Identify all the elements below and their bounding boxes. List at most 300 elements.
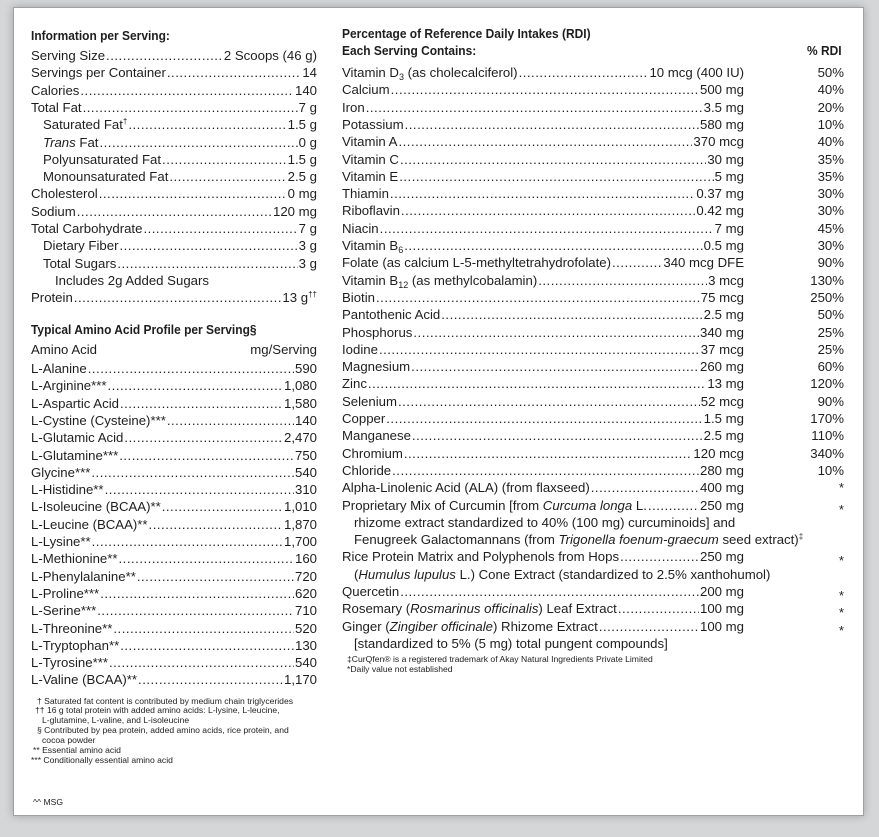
- rdi-heading: Percentage of Reference Daily Intakes (RDI): [342, 26, 591, 41]
- leader-dots: [376, 289, 700, 306]
- left-footnote: †† 16 g total protein with added amino acids: L-lysine, L-leucine,: [35, 705, 280, 715]
- rdi-row: [342, 341, 744, 358]
- rdi-row: [342, 151, 744, 168]
- serving-name: Calories: [31, 82, 80, 98]
- serving-row: [43, 255, 317, 272]
- leader-dots: [519, 64, 649, 81]
- serving-value: 140: [294, 82, 317, 98]
- serving-row: [31, 220, 317, 237]
- rdi-pct: 50%: [817, 307, 844, 323]
- amino-value: 620: [294, 585, 317, 601]
- rdi-extra-name: Quercetin: [342, 584, 400, 599]
- rdi-value: 340 mcg DFE: [663, 255, 744, 271]
- leader-dots: [441, 306, 702, 323]
- serving-row: [43, 151, 317, 168]
- amino-value: 1,010: [283, 499, 317, 515]
- rdi-name: Magnesium: [342, 359, 411, 375]
- left-footnote: § Contributed by pea protein, added amino acids, rice protein, and: [37, 725, 289, 735]
- left-footnote: L-glutamine, L-valine, and L-isoleucine: [42, 715, 190, 725]
- serving-name: Dietary Fiber: [43, 238, 119, 254]
- amino-col-name: Amino Acid: [31, 342, 97, 357]
- amino-row: [31, 447, 317, 464]
- leader-dots: [591, 479, 699, 496]
- rdi-value: 3 mcg: [708, 272, 744, 288]
- amino-value: 1,080: [283, 378, 317, 394]
- rdi-pct: 10%: [817, 116, 844, 132]
- rdi-name: Iodine: [342, 341, 378, 357]
- rdi-value: 580 mg: [700, 116, 744, 132]
- amino-name: Glycine***: [31, 464, 91, 480]
- leader-dots: [398, 393, 700, 410]
- rdi-name: Manganese: [342, 428, 411, 444]
- serving-name: Total Sugars: [43, 255, 117, 271]
- leader-dots: [143, 220, 297, 237]
- amino-name: L-Cystine (Cysteine)***: [31, 412, 166, 428]
- rdi-row: [342, 254, 744, 271]
- leader-dots: [113, 620, 294, 637]
- rdi-pct: 90%: [817, 393, 844, 409]
- left-footnote: cocoa powder: [42, 735, 96, 745]
- rdi-value: 7 mg: [714, 220, 744, 236]
- serving-name: Saturated Fat†: [43, 117, 128, 133]
- rdi-row: [342, 202, 744, 219]
- amino-value: 310: [294, 482, 317, 498]
- rdi-name: Vitamin $D_3$ (as cholecalciferol): [342, 65, 518, 82]
- serving-name: Includes 2g Added Sugars: [55, 272, 209, 288]
- rdi-value: 5 mg: [714, 168, 744, 184]
- amino-name: L-Serine***: [31, 603, 97, 619]
- rdi-pct: 170%: [810, 411, 844, 426]
- leader-dots: [399, 168, 713, 185]
- amino-name: L-Alanine: [31, 361, 87, 376]
- serving-value: 1.5 g: [287, 151, 317, 167]
- rdi-pct: 45%: [817, 220, 844, 236]
- rdi-row: [342, 168, 744, 185]
- leader-dots: [398, 133, 692, 150]
- rdi-extra-line: Fenugreek Galactomannans (from Trigonella foenum-graecum seed extract)‡: [354, 532, 804, 548]
- amino-value: 720: [294, 568, 317, 584]
- serving-row: [43, 237, 317, 254]
- leader-dots: [138, 671, 283, 688]
- rdi-extra-value: 250 mg: [700, 497, 744, 513]
- rdi-extra-value: 100 mg: [700, 601, 744, 617]
- leader-dots: [100, 585, 294, 602]
- serving-name: Total Fat: [31, 99, 82, 115]
- rdi-row: [342, 237, 744, 254]
- rdi-row: [342, 306, 744, 323]
- left-footnote: *** Conditionally essential amino acid: [31, 755, 173, 765]
- amino-name: L-Aspartic Acid: [31, 395, 119, 411]
- serving-name: Polyunsaturated Fat: [43, 151, 162, 167]
- serving-value: 0 mg: [287, 186, 317, 202]
- serving-name: Cholesterol: [31, 186, 98, 202]
- rdi-name: Thiamin: [342, 186, 389, 202]
- rdi-pct: 40%: [817, 134, 844, 150]
- serving-row: [31, 99, 317, 116]
- serving-value: 3 g: [298, 238, 317, 254]
- rdi-pct: 30%: [817, 186, 844, 202]
- amino-name: L-Isoleucine (BCAA)**: [31, 499, 161, 515]
- leader-dots: [401, 202, 695, 219]
- amino-row: [31, 568, 317, 585]
- rdi-value: 37 mcg: [700, 341, 744, 357]
- rdi-name: Copper: [342, 411, 386, 426]
- amino-value: 1,580: [283, 395, 317, 411]
- serving-value: 3 g: [298, 255, 317, 271]
- rdi-extra-line: rhizome extract standardized to 40% (100 mg) curcuminoids] and: [354, 514, 736, 530]
- rdi-row: [342, 185, 744, 202]
- left-footnote: ** Essential amino acid: [33, 745, 121, 755]
- serving-name: Total Carbohydrate: [31, 221, 143, 236]
- rdi-name: Vitamin $B_{12}$ (as methylcobalamin): [342, 272, 538, 290]
- amino-row: [31, 498, 317, 515]
- rdi-row: [342, 220, 744, 237]
- rdi-value: 0.5 mg: [703, 238, 744, 253]
- leader-dots: [404, 237, 702, 254]
- rdi-extra-pct: *: [838, 622, 844, 638]
- serving-row: [31, 203, 317, 220]
- amino-value: 130: [294, 637, 317, 653]
- rdi-row: [342, 99, 744, 116]
- leader-dots: [392, 462, 699, 479]
- leader-dots: [74, 289, 282, 306]
- rdi-value: 75 mcg: [700, 289, 744, 305]
- rdi-value: 370 mcg: [693, 134, 744, 150]
- leader-dots: [612, 254, 662, 271]
- leader-dots: [167, 412, 294, 429]
- serving-name: Sodium: [31, 203, 76, 219]
- leader-dots: [379, 341, 700, 358]
- amino-row: [31, 516, 317, 533]
- rdi-row: [342, 272, 744, 289]
- rdi-pct: *: [838, 480, 844, 496]
- amino-row: [31, 533, 317, 550]
- serving-name: Servings per Container: [31, 65, 166, 81]
- serving-value: 7 g: [298, 99, 317, 115]
- msg-note: ^^ MSG: [33, 797, 64, 807]
- rdi-name: Iron: [342, 99, 365, 115]
- serving-name: Trans Fat: [43, 134, 99, 150]
- serving-heading: Information per Serving:: [31, 28, 170, 43]
- serving-value: 2 Scoops (46 g): [223, 48, 317, 63]
- serving-row: [55, 272, 317, 289]
- rdi-extra-pct: *: [838, 501, 844, 517]
- serving-name: Protein: [31, 290, 73, 306]
- rdi-pct: 30%: [817, 238, 844, 253]
- rdi-pct: 50%: [817, 65, 844, 80]
- rdi-extra-line: (Humulus lupulus L.) Cone Extract (standardized to 2.5% xanthohumol): [354, 566, 771, 582]
- rdi-row: [342, 375, 744, 392]
- rdi-extra-pct: *: [838, 588, 844, 603]
- rdi-value: 340 mg: [700, 324, 744, 340]
- rdi-extra-name: Proprietary Mix of Curcumin [from Curcuma longa L.: [342, 497, 647, 513]
- amino-row: [31, 550, 317, 567]
- rdi-extra-name: Ginger (Zingiber officinale) Rhizome Extract: [342, 618, 598, 634]
- amino-row: [31, 654, 317, 671]
- amino-value: 1,170: [283, 672, 317, 688]
- leader-dots: [167, 64, 301, 81]
- leader-dots: [411, 358, 699, 375]
- leader-dots: [648, 497, 699, 514]
- rdi-extra-pct: *: [838, 553, 844, 569]
- amino-value: 520: [294, 620, 317, 636]
- rdi-subheading: Each Serving Contains:: [342, 43, 477, 58]
- leader-dots: [390, 185, 695, 202]
- rdi-row: [342, 410, 744, 427]
- serving-row: [43, 168, 317, 185]
- rdi-pct: 35%: [817, 151, 844, 167]
- serving-name: Monounsaturated Fat: [43, 169, 169, 185]
- amino-name: L-Proline***: [31, 585, 100, 601]
- rdi-name: Vitamin $B_6$: [342, 238, 404, 255]
- rdi-extra-name: Rosemary (Rosmarinus officinalis) Leaf Extract: [342, 601, 617, 617]
- rdi-value: 1.5 mg: [703, 411, 744, 426]
- rdi-extra-value: 250 mg: [700, 549, 744, 565]
- rdi-value: 3.5 mg: [703, 99, 744, 115]
- serving-row: [43, 116, 317, 133]
- rdi-extra-pct: *: [838, 605, 844, 621]
- amino-name: L-Glutamic Acid: [31, 430, 124, 446]
- rdi-row: [342, 64, 744, 81]
- amino-value: 140: [294, 412, 317, 428]
- rdi-name: Chromium: [342, 445, 403, 461]
- leader-dots: [380, 220, 714, 237]
- rdi-pct: 250%: [810, 289, 844, 305]
- amino-name: L-Arginine***: [31, 378, 107, 394]
- serving-row: [31, 64, 317, 81]
- rdi-row: [342, 445, 744, 462]
- rdi-pct: 340%: [810, 445, 844, 461]
- rdi-value: 2.5 mg: [703, 428, 744, 444]
- amino-value: 1,870: [283, 516, 317, 532]
- amino-value: 540: [294, 464, 317, 480]
- leader-dots: [99, 134, 297, 151]
- leader-dots: [391, 81, 699, 98]
- amino-row: [31, 620, 317, 637]
- leader-dots: [137, 568, 294, 585]
- rdi-extra-row: [342, 497, 744, 514]
- rdi-row: [342, 479, 744, 496]
- rdi-pct: 130%: [810, 272, 844, 288]
- rdi-footnote: ‡CurQfen® is a registered trademark of Akay Natural Ingredients Private Limited: [347, 654, 653, 664]
- leader-dots: [599, 618, 699, 635]
- rdi-value: 500 mg: [700, 82, 744, 98]
- serving-row: [31, 289, 317, 306]
- leader-dots: [149, 516, 283, 533]
- serving-value: 14: [302, 65, 317, 81]
- rdi-pct: 30%: [817, 203, 844, 219]
- amino-row: [31, 602, 317, 619]
- amino-name: L-Valine (BCAA)**: [31, 672, 138, 688]
- rdi-name: Vitamin C: [342, 151, 399, 167]
- rdi-extra-row: [342, 583, 744, 600]
- amino-row: [31, 360, 317, 377]
- leader-dots: [366, 99, 703, 116]
- rdi-extra-value: 100 mg: [700, 618, 744, 634]
- rdi-row: [342, 324, 744, 341]
- rdi-value: 260 mg: [700, 359, 744, 375]
- serving-row: [31, 82, 317, 99]
- leader-dots: [119, 447, 294, 464]
- leader-dots: [413, 324, 699, 341]
- leader-dots: [80, 82, 294, 99]
- leader-dots: [400, 151, 706, 168]
- rdi-value: 52 mcg: [700, 393, 744, 409]
- rdi-name: Potassium: [342, 116, 404, 132]
- leader-dots: [88, 360, 294, 377]
- serving-value: 120 mg: [273, 203, 317, 219]
- serving-name: Serving Size: [31, 48, 106, 63]
- rdi-row: [342, 116, 744, 133]
- rdi-name: Riboflavin: [342, 203, 400, 219]
- leader-dots: [120, 637, 294, 654]
- rdi-pct: 90%: [817, 255, 844, 271]
- rdi-pct: 40%: [817, 82, 844, 98]
- rdi-name: Calcium: [342, 82, 390, 98]
- serving-row: [31, 185, 317, 202]
- rdi-value: 10 mcg (400 IU): [649, 65, 744, 80]
- leader-dots: [162, 498, 283, 515]
- amino-name: L-Glutamine***: [31, 447, 119, 463]
- rdi-extra-row: [342, 548, 744, 565]
- rdi-pct: 10%: [817, 462, 844, 478]
- amino-row: [31, 585, 317, 602]
- rdi-pct: 25%: [817, 324, 844, 340]
- rdi-name: Biotin: [342, 289, 375, 305]
- leader-dots: [618, 600, 699, 617]
- leader-dots: [119, 550, 294, 567]
- left-footnote: † Saturated fat content is contributed by medium chain triglycerides: [37, 696, 294, 706]
- rdi-name: Pantothenic Acid: [342, 307, 441, 323]
- leader-dots: [386, 410, 702, 427]
- rdi-name: Niacin: [342, 220, 379, 236]
- amino-value: 750: [294, 447, 317, 463]
- supplement-facts-panel: [13, 7, 864, 816]
- rdi-extra-row: [342, 618, 744, 635]
- leader-dots: [169, 168, 286, 185]
- rdi-row: [342, 358, 744, 375]
- rdi-extra-line: [standardized to 5% (5 mg) total pungent compounds]: [354, 635, 668, 651]
- rdi-pct: 110%: [811, 428, 844, 444]
- rdi-row: [342, 81, 744, 98]
- serving-value: 0 g: [298, 134, 317, 150]
- serving-row: [31, 47, 317, 64]
- amino-name: L-Histidine**: [31, 482, 104, 498]
- amino-row: [31, 637, 317, 654]
- amino-value: 590: [294, 361, 317, 376]
- rdi-pct: 20%: [817, 99, 844, 115]
- leader-dots: [412, 427, 703, 444]
- rdi-footnote: *Daily value not established: [347, 664, 453, 674]
- rdi-extra-row: [342, 600, 744, 617]
- rdi-row: [342, 462, 744, 479]
- rdi-pct: 35%: [817, 168, 844, 184]
- rdi-name: Alpha-Linolenic Acid (ALA) (from flaxseed): [342, 480, 590, 496]
- rdi-extra-name: Rice Protein Matrix and Polyphenols from Hops: [342, 549, 620, 565]
- serving-value: 2.5 g: [287, 169, 317, 185]
- leader-dots: [368, 375, 706, 392]
- amino-row: [31, 671, 317, 688]
- amino-row: [31, 395, 317, 412]
- leader-dots: [106, 47, 223, 64]
- amino-row: [31, 377, 317, 394]
- rdi-name: Selenium: [342, 393, 397, 409]
- rdi-name: Vitamin E: [342, 168, 399, 184]
- amino-name: L-Tryptophan**: [31, 637, 120, 653]
- serving-value: 7 g: [298, 221, 317, 236]
- rdi-value: 2.5 mg: [703, 307, 744, 323]
- rdi-name: Folate (as calcium L-5-methyltetrahydrofolate): [342, 255, 611, 271]
- leader-dots: [108, 377, 283, 394]
- rdi-extra-value: 200 mg: [700, 584, 744, 599]
- leader-dots: [400, 583, 699, 600]
- leader-dots: [620, 548, 699, 565]
- leader-dots: [119, 237, 297, 254]
- rdi-row: [342, 427, 744, 444]
- rdi-value: 400 mg: [700, 480, 744, 496]
- amino-value: 1,700: [283, 534, 317, 549]
- serving-value: 13 g††: [282, 290, 317, 306]
- rdi-value: 0.42 mg: [696, 203, 744, 219]
- rdi-name: Zinc: [342, 376, 367, 392]
- leader-dots: [162, 151, 287, 168]
- amino-name: L-Threonine**: [31, 620, 113, 636]
- amino-name: L-Lysine**: [31, 534, 91, 549]
- leader-dots: [404, 445, 693, 462]
- amino-name: L-Phenylalanine**: [31, 568, 136, 584]
- amino-row: [31, 429, 317, 446]
- rdi-row: [342, 133, 744, 150]
- leader-dots: [124, 429, 283, 446]
- amino-value: 540: [294, 655, 317, 671]
- leader-dots: [83, 99, 298, 116]
- leader-dots: [97, 602, 294, 619]
- serving-value: 1.5 g: [287, 117, 317, 133]
- amino-row: [31, 412, 317, 429]
- leader-dots: [117, 255, 297, 272]
- rdi-name: Vitamin A: [342, 134, 398, 150]
- rdi-name: Phosphorus: [342, 324, 413, 340]
- amino-value: 160: [294, 551, 317, 567]
- leader-dots: [109, 654, 294, 671]
- leader-dots: [128, 116, 286, 133]
- leader-dots: [105, 481, 294, 498]
- serving-row: [43, 134, 317, 151]
- rdi-pct: 25%: [817, 341, 844, 357]
- leader-dots: [99, 185, 287, 202]
- amino-name: L-Methionine**: [31, 551, 118, 567]
- rdi-pct: 120%: [810, 376, 844, 392]
- leader-dots: [120, 395, 283, 412]
- rdi-value: 280 mg: [700, 462, 744, 478]
- amino-col-unit: mg/Serving: [250, 342, 317, 357]
- leader-dots: [405, 116, 699, 133]
- amino-row: [31, 464, 317, 481]
- rdi-value: 13 mg: [707, 376, 744, 392]
- amino-name: L-Leucine (BCAA)**: [31, 516, 148, 532]
- leader-dots: [77, 203, 272, 220]
- leader-dots: [92, 533, 283, 550]
- amino-value: 710: [294, 603, 317, 619]
- rdi-value: 0.37 mg: [696, 186, 744, 202]
- rdi-pct: 60%: [817, 359, 844, 375]
- leader-dots: [538, 272, 707, 289]
- amino-name: L-Tyrosine***: [31, 655, 108, 671]
- leader-dots: [91, 464, 294, 481]
- amino-row: [31, 481, 317, 498]
- rdi-pct-header: % RDI: [807, 43, 842, 58]
- amino-heading: Typical Amino Acid Profile per Serving§: [31, 322, 257, 337]
